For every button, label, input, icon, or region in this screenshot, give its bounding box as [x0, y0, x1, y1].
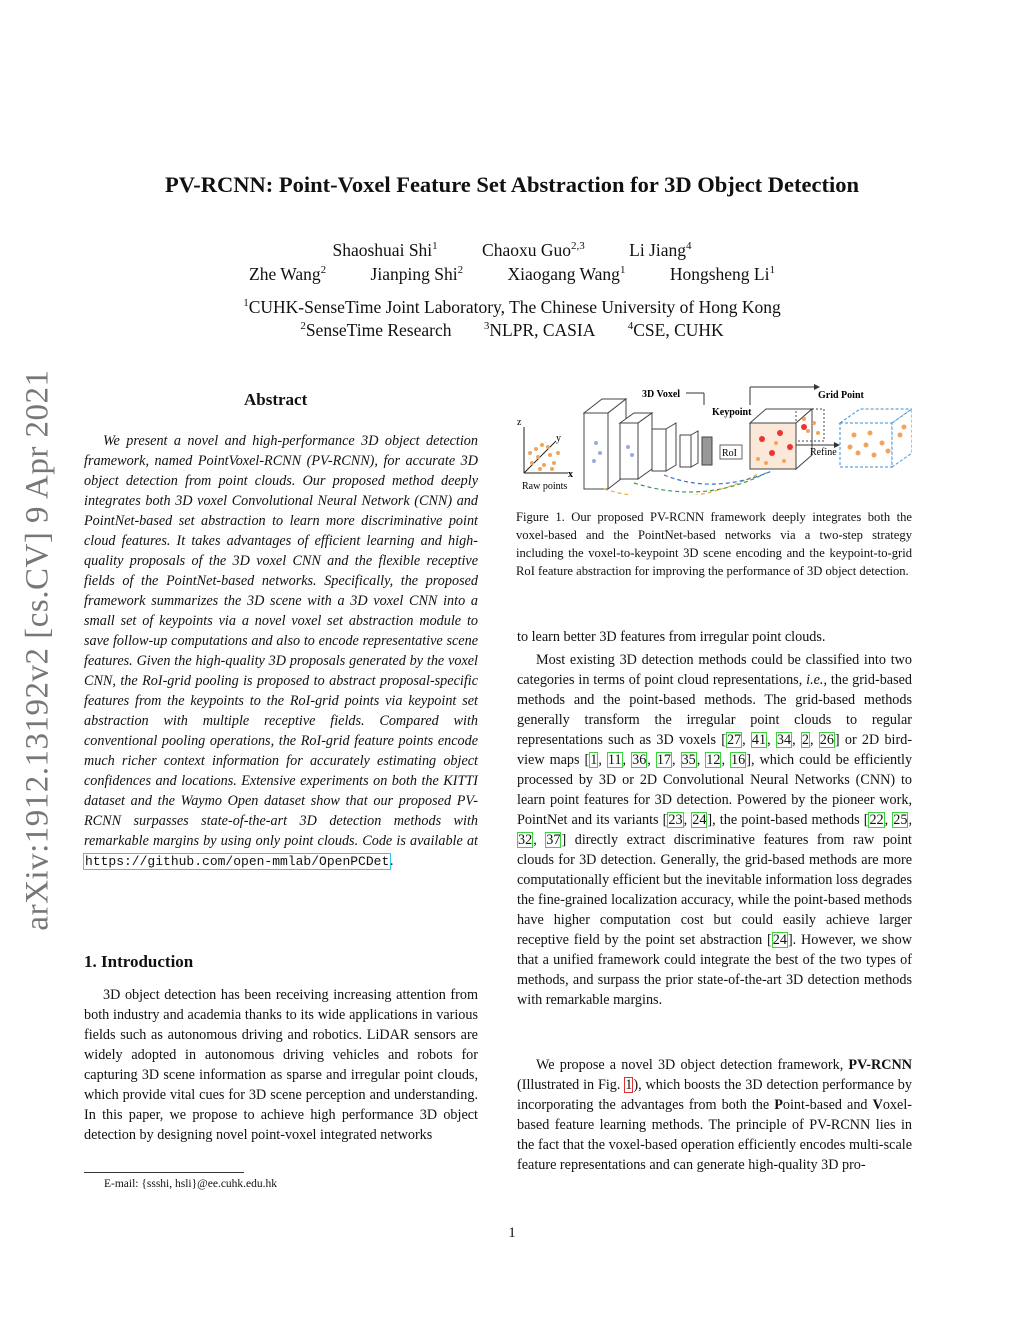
arxiv-identifier: arXiv:1912.13192v2 [cs.CV] 9 Apr 2021: [19, 369, 56, 931]
citation-link[interactable]: 22: [869, 812, 884, 828]
roi-label: RoI: [722, 448, 737, 459]
citation-link[interactable]: 35: [681, 752, 696, 768]
refine-label: Refine: [810, 447, 837, 458]
raw-points-label: Raw points: [522, 481, 568, 492]
intro-paragraph-1-continued: to learn better 3D features from irregular point clouds.: [517, 629, 826, 645]
citation-link[interactable]: 12: [706, 752, 721, 768]
citation-link[interactable]: 26: [819, 732, 834, 748]
paper-title: PV-RCNN: Point-Voxel Feature Set Abstraction for 3D Object Detection: [164, 172, 860, 197]
affiliation-line-1: $^1$CUHK-SenseTime Joint Laboratory, The Chinese University of Hong Kong: [243, 297, 781, 317]
refined-cube: [840, 409, 912, 467]
raw-points-plot: [517, 417, 573, 492]
author-line-1: [0, 240, 1024, 261]
axis-x-label: x: [568, 469, 573, 480]
page-number: 1: [508, 1225, 516, 1241]
intro-paragraph-2: Most existing 3D detection methods could be classified into two categories in terms of point cloud representations, i.e., the grid-based methods and the point-based methods. The grid-based methods generally transform the irregular point clouds to regular representations such as 3D voxels [27, 41, 34, 2, 26] or 2D bird-view maps [1, 11, 36, 17, 35, 12, 16], which could be efficiently processed by 3D or 2D Convolutional Neural Networks (CNN) to learn point features for 3D detection. Powered by the pioneer work, PointNet and its variants [23, 24], the point-based methods [22, 25, 32, 37] directly extract discriminative features from raw point clouds for 3D detection. Generally, the grid-based methods are more computationally efficient but the inevitable information loss degrades the fine-grained localization accuracy, while the point-based methods have higher computation cost but could easily achieve larger receptive field by the point set abstraction [24]. However, we show that a unified framework could integrate the best of the two types of methods, and surpass the prior state-of-the-art 3D detection methods with remarkable margins.: [517, 652, 913, 1008]
author-line-2: [0, 264, 1024, 285]
author: Shaoshuai Shi$^1$: [332, 240, 438, 260]
citation-link[interactable]: 34: [776, 732, 792, 748]
author: Zhe Wang$^2$: [249, 264, 327, 284]
affiliation: $^2$SenseTime Research: [300, 320, 452, 340]
voxel-cnn-blocks: [584, 399, 712, 489]
citation-link[interactable]: 11: [607, 752, 622, 768]
abstract-heading: Abstract: [244, 390, 308, 409]
author: Li Jiang$^4$: [629, 240, 692, 260]
citation-link[interactable]: 16: [731, 752, 746, 768]
figure-1-caption: Figure 1. Our proposed PV-RCNN framework deeply integrates both the voxel-based and the PointNet-based networks via a two-step strategy including the voxel-to-keypoint 3D scene encoding and the keypoint-to-grid RoI feature abstraction for improving the performance of 3D object detection.: [516, 510, 912, 578]
citation-link[interactable]: 24: [692, 812, 707, 828]
citation-link[interactable]: 27: [726, 732, 742, 748]
author: Xiaogang Wang$^1$: [507, 264, 626, 284]
citation-link[interactable]: 37: [546, 832, 561, 848]
citation-link[interactable]: 1: [590, 752, 598, 768]
abstract-body: We present a novel and high-performance 3D object detection framework, named PointVoxel-RCNN (PV-RCNN), for accurate 3D object detection from point clouds. Our proposed method deeply integrates both 3D voxel Convolutional Neural Network (CNN) and PointNet-based set abstraction to learn more discriminative point cloud features. It takes advantages of efficient learning and high-quality proposals of the 3D voxel CNN and the flexible receptive fields of the PointNet-based networks. Specifically, the proposed framework summarizes the 3D scene with a 3D voxel CNN into a small set of keypoints via a novel voxel set abstraction module to save follow-up computations and also to encode representative scene features. Given the high-quality 3D proposals generated by the voxel CNN, the RoI-grid pooling is proposed to abstract proposal-specific features from the keypoints to the RoI-grid points via keypoint set abstraction with multiple receptive fields. Compared with conventional pooling operations, the RoI-grid feature points encode much richer context information for accurately estimating object confidences and locations. Extensive experiments on both the KITTI dataset and the Waymo Open dataset show that our proposed PV-RCNN surpasses state-of-the-art 3D detection methods with remarkable margins by using only point clouds. Code is available at https://github.com/open-mmlab/OpenPCDet.: [84, 433, 478, 869]
introduction-heading: 1. Introduction: [84, 952, 194, 971]
code-link[interactable]: https://github.com/open-mmlab/OpenPCDet: [85, 854, 390, 869]
citation-link[interactable]: 32: [518, 832, 533, 848]
axis-y-label: y: [556, 433, 561, 444]
citation-link[interactable]: 36: [632, 752, 647, 768]
citation-link[interactable]: 24: [772, 932, 787, 948]
citation-link[interactable]: 2: [801, 732, 809, 748]
intro-paragraph-1: 3D object detection has been receiving increasing attention from both industry and academia thanks to its wide applications in various fields such as autonomous driving and robotics. LiDAR sensors are widely adopted in autonomous driving vehicles and robots for capturing 3D scene information as sparse and irregular point clouds, which provide vital cues for 3D scene perception and understanding. In this paper, we propose to achieve high performance 3D object detection by designing novel point-voxel integrated networks: [84, 987, 478, 1143]
citation-link[interactable]: 23: [668, 812, 683, 828]
pv-rcnn-figure: [514, 383, 912, 495]
citation-link[interactable]: 17: [656, 752, 672, 768]
citation-link[interactable]: 41: [751, 732, 767, 748]
affiliation-line-2: [0, 320, 1024, 341]
author: Chaoxu Guo$^{2,3}$: [482, 240, 585, 260]
voxel-label: 3D Voxel: [642, 389, 681, 400]
citation-link[interactable]: 25: [893, 812, 908, 828]
author: Jianping Shi$^2$: [370, 264, 464, 284]
intro-paragraph-3: We propose a novel 3D object detection framework, PV-RCNN (Illustrated in Fig. 1), which boosts the 3D detection performance by incorporating the advantages from both the Point-based and Voxel-based feature learning methods. The principle of PV-RCNN lies in the fact that the voxel-based operation efficiently encodes multi-scale feature representations and can generate high-quality 3D pro-: [517, 1057, 912, 1173]
footnote-email: E-mail: {ssshi, hsli}@ee.cuhk.edu.hk: [104, 1178, 278, 1190]
footnote-divider: [84, 1172, 244, 1173]
affiliation: $^4$CSE, CUHK: [627, 320, 724, 340]
grid-point-label: Grid Point: [818, 390, 864, 401]
author: Hongsheng Li$^1$: [669, 264, 775, 284]
figure-reference-link[interactable]: 1: [625, 1077, 633, 1093]
axis-z-label: z: [517, 417, 522, 428]
keypoint-label: Keypoint: [712, 407, 752, 418]
affiliation: $^3$NLPR, CASIA: [483, 320, 596, 340]
